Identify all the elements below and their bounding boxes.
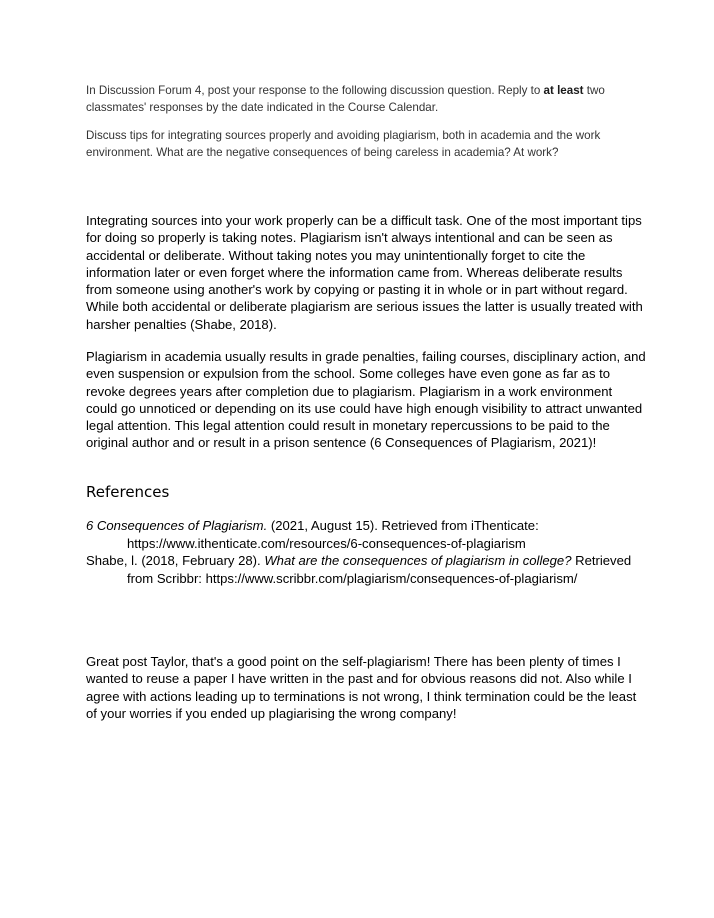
instructions-emphasis: at least: [543, 84, 584, 97]
reference-details: Retrieved from Scribbr: https://www.scribbr.com/plagiarism/consequences-of-plagiarism/: [127, 553, 632, 587]
reference-author: Shabe, l. (2018, February 28).: [86, 553, 265, 569]
instructions-text-start: In Discussion Forum 4, post your response to the following discussion question. Reply to: [86, 84, 544, 97]
reference-title: What are the consequences of plagiarism in college?: [264, 553, 572, 569]
reference-title: 6 Consequences of Plagiarism.: [86, 518, 268, 533]
response-paragraph-1: Integrating sources into your work properly can be a difficult task. One of the most important tips for doing so properly is taking notes. Plagiarism isn't always intentional and can be seen as accidental or deliberate. Without taking notes you may unintentionally forget to cite the information later or even forget where the information came from. Whereas deliberate results from someone using another's work by copying or pasting it in whole or in part without regard. While both accidental or deliberate plagiarism are serious issues the latter is usually treated with harsher penalties (Shabe, 2018).: [86, 213, 643, 332]
response-paragraph-2: Plagiarism in academia usually results in grade penalties, failing courses, disciplinary action, and even suspension or expulsion from the school. Some colleges have even gone as far as to revoke degrees years after completion due to plagiarism. Plagiarism in a work environment could go unnoticed or depending on its use could have high enough visibility to attract unwanted legal attention. This legal attention could result in monetary repercussions to be paid to the original author and or result in a prison sentence (6 Consequences of Plagiarism, 2021)!: [86, 349, 646, 451]
classmate-reply: Great post Taylor, that's a good point on the self-plagiarism! There has been plenty of times I wanted to reuse a paper I have written in the past and for obvious reasons did not. Also while I agree with actions leading up to terminations is not wrong, I think termination could be the least of your worries if you ended up plagiarising the wrong company!: [86, 654, 637, 721]
references-heading: References: [86, 483, 170, 501]
references-list: [86, 517, 646, 588]
instructions-text-end: two classmates' responses by the date indicated in the Course Calendar.: [86, 84, 605, 114]
reference-details: (2021, August 15). Retrieved from iThenticate: https://www.ithenticate.com/resources/6-consequences-of-plagiarism: [127, 518, 539, 551]
reference-item: [86, 517, 646, 552]
reference-item: [86, 552, 646, 587]
assignment-instructions: [86, 82, 646, 116]
discussion-question: Discuss tips for integrating sources properly and avoiding plagiarism, both in academia and the work environment. What are the negative consequences of being careless in academia? At work?: [86, 129, 601, 159]
